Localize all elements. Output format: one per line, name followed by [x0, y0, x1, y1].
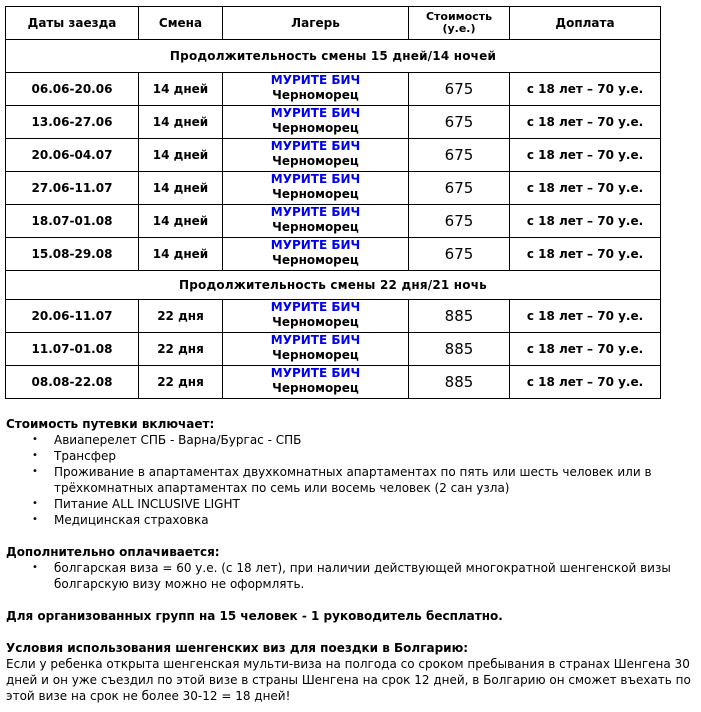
section-title: Продолжительность смены 15 дней/14 ночей	[6, 40, 661, 73]
camp-name: Черноморец	[272, 220, 359, 234]
header-price-unit: (у.е.)	[442, 22, 476, 35]
list-item	[6, 432, 700, 448]
camp-cell	[223, 333, 409, 366]
bullet-icon: •	[32, 466, 38, 477]
shift-cell: 14 дней	[139, 73, 223, 106]
camp-cell	[223, 366, 409, 399]
table-row	[6, 238, 661, 271]
shift-cell: 14 дней	[139, 106, 223, 139]
groups-note: Для организованных групп на 15 человек - 1 руководитель бесплатно.	[6, 609, 503, 623]
section-title: Продолжительность смены 22 дня/21 ночь	[6, 271, 661, 300]
dates-cell: 11.07-01.08	[6, 333, 139, 366]
groups-note-section	[6, 608, 700, 624]
schengen-text: Если у ребенка открыта шенгенская мульти-виза на полгода со сроком пребывания в странах Шенгена 30 дней и он уже съездил по этой визе в страны Шенгена на срок 12 дней, в Болгарию он сможет въехать по этой визе на срок не более 30-12 = 18 дней!	[6, 657, 691, 703]
bullet-icon: •	[32, 514, 38, 525]
camp-cell	[223, 139, 409, 172]
table-row	[6, 333, 661, 366]
shift-cell: 14 дней	[139, 139, 223, 172]
list-item-text: Авиаперелет СПБ - Варна/Бургас - СПБ	[54, 433, 302, 447]
camp-cell	[223, 238, 409, 271]
table-row	[6, 300, 661, 333]
shift-cell: 14 дней	[139, 205, 223, 238]
extra-cell: с 18 лет – 70 у.е.	[510, 300, 661, 333]
price-cell: 675	[409, 106, 510, 139]
table-row	[6, 205, 661, 238]
dates-cell: 20.06-04.07	[6, 139, 139, 172]
tour-details	[6, 416, 700, 704]
dates-cell: 20.06-11.07	[6, 300, 139, 333]
price-cell: 675	[409, 73, 510, 106]
shift-cell: 22 дня	[139, 366, 223, 399]
list-item	[6, 560, 700, 592]
price-cell: 675	[409, 205, 510, 238]
dates-cell: 13.06-27.06	[6, 106, 139, 139]
list-item	[6, 512, 700, 528]
camp-cell	[223, 172, 409, 205]
bullet-icon: •	[32, 562, 38, 573]
schengen-section	[6, 640, 700, 704]
price-cell: 885	[409, 333, 510, 366]
camp-name: Черноморец	[272, 88, 359, 102]
table-row	[6, 106, 661, 139]
extra-cell: с 18 лет – 70 у.е.	[510, 205, 661, 238]
extra-cell: с 18 лет – 70 у.е.	[510, 238, 661, 271]
camp-link[interactable]: МУРИТЕ БИЧ	[270, 172, 361, 186]
header-camp: Лагерь	[223, 7, 409, 40]
table-row	[6, 172, 661, 205]
tour-schedule-table	[5, 6, 661, 399]
camp-name: Черноморец	[272, 381, 359, 395]
camp-link[interactable]: МУРИТЕ БИЧ	[270, 205, 361, 219]
camp-link[interactable]: МУРИТЕ БИЧ	[270, 333, 361, 347]
extra-cell: с 18 лет – 70 у.е.	[510, 73, 661, 106]
bullet-icon: •	[32, 450, 38, 461]
camp-link[interactable]: МУРИТЕ БИЧ	[270, 238, 361, 252]
price-cell: 675	[409, 139, 510, 172]
table-row	[6, 73, 661, 106]
table-body	[6, 40, 661, 399]
list-item-text: Проживание в апартаментах двухкомнатных апартаментах по пять или шесть человек или в трёхкомнатных апартаментах по семь или восемь человек (2 сан узла)	[54, 465, 652, 495]
camp-name: Черноморец	[272, 187, 359, 201]
includes-section	[6, 416, 700, 528]
shift-cell: 22 дня	[139, 300, 223, 333]
list-item	[6, 496, 700, 512]
camp-cell	[223, 73, 409, 106]
extra-cell: с 18 лет – 70 у.е.	[510, 172, 661, 205]
includes-heading: Стоимость путевки включает:	[6, 417, 215, 431]
dates-cell: 27.06-11.07	[6, 172, 139, 205]
header-dates: Даты заезда	[6, 7, 139, 40]
extra-cell: с 18 лет – 70 у.е.	[510, 333, 661, 366]
camp-name: Черноморец	[272, 315, 359, 329]
bullet-icon: •	[32, 434, 38, 445]
price-cell: 885	[409, 366, 510, 399]
extra-payment-section	[6, 544, 700, 592]
dates-cell: 18.07-01.08	[6, 205, 139, 238]
price-cell: 675	[409, 238, 510, 271]
shift-cell: 14 дней	[139, 238, 223, 271]
camp-link[interactable]: МУРИТЕ БИЧ	[270, 300, 361, 314]
list-item	[6, 448, 700, 464]
section-header-row	[6, 271, 661, 300]
table-row	[6, 366, 661, 399]
dates-cell: 08.08-22.08	[6, 366, 139, 399]
price-cell: 885	[409, 300, 510, 333]
list-item	[6, 464, 700, 496]
bullet-icon: •	[32, 498, 38, 509]
camp-cell	[223, 106, 409, 139]
camp-link[interactable]: МУРИТЕ БИЧ	[270, 366, 361, 380]
list-item-text: Питание ALL INCLUSIVE LIGHT	[54, 497, 240, 511]
header-price	[409, 7, 510, 40]
camp-name: Черноморец	[272, 253, 359, 267]
table-header-row	[6, 7, 661, 40]
extra-cell: с 18 лет – 70 у.е.	[510, 106, 661, 139]
table-row	[6, 139, 661, 172]
includes-list	[6, 432, 700, 528]
camp-cell	[223, 205, 409, 238]
camp-name: Черноморец	[272, 348, 359, 362]
extra-payment-heading: Дополнительно оплачивается:	[6, 545, 220, 559]
camp-link[interactable]: МУРИТЕ БИЧ	[270, 139, 361, 153]
section-header-row	[6, 40, 661, 73]
camp-link[interactable]: МУРИТЕ БИЧ	[270, 106, 361, 120]
camp-name: Черноморец	[272, 154, 359, 168]
extra-payment-list	[6, 560, 700, 592]
shift-cell: 14 дней	[139, 172, 223, 205]
header-shift: Смена	[139, 7, 223, 40]
list-item-text: Медицинская страховка	[54, 513, 209, 527]
header-price-label: Стоимость	[425, 10, 493, 23]
schengen-heading: Условия использования шенгенских виз для поездки в Болгарию:	[6, 641, 469, 655]
camp-link[interactable]: МУРИТЕ БИЧ	[270, 73, 361, 87]
dates-cell: 15.08-29.08	[6, 238, 139, 271]
camp-cell	[223, 300, 409, 333]
list-item-text: Трансфер	[54, 449, 117, 463]
extra-cell: с 18 лет – 70 у.е.	[510, 366, 661, 399]
price-cell: 675	[409, 172, 510, 205]
header-extra: Доплата	[510, 7, 661, 40]
shift-cell: 22 дня	[139, 333, 223, 366]
dates-cell: 06.06-20.06	[6, 73, 139, 106]
camp-name: Черноморец	[272, 121, 359, 135]
extra-cell: с 18 лет – 70 у.е.	[510, 139, 661, 172]
list-item-text: болгарская виза = 60 у.е. (с 18 лет), при наличии действующей многократной шенгенской визы болгарскую визу можно не оформлять.	[54, 561, 671, 591]
